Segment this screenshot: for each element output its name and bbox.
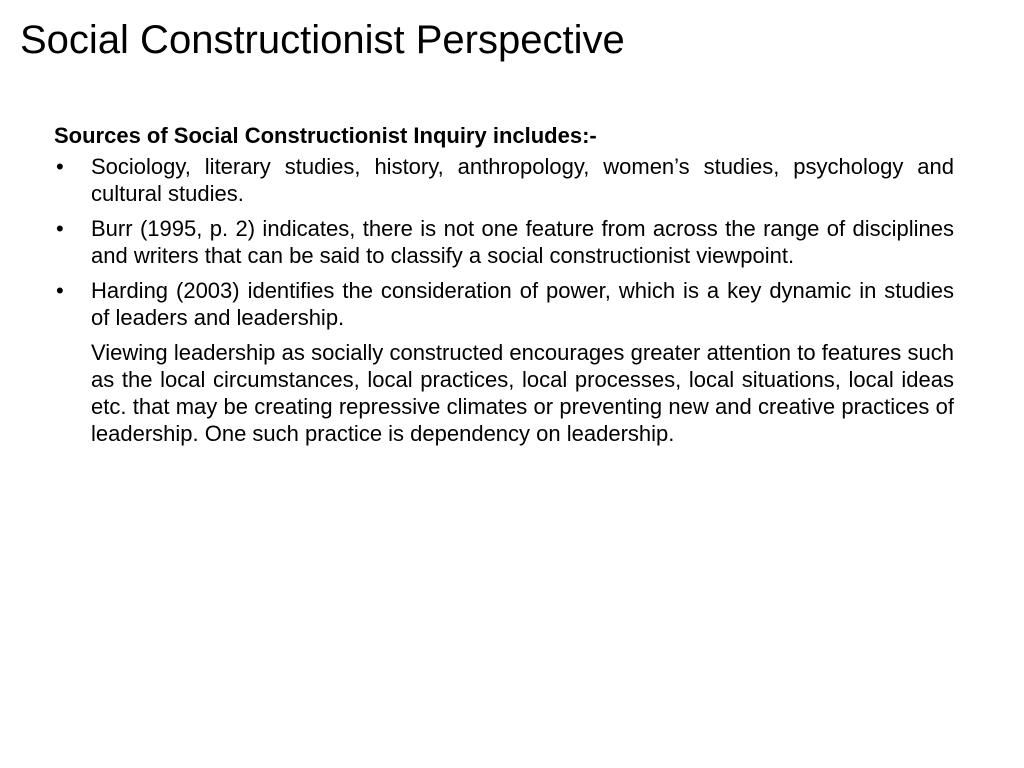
bullet-dot-icon: • bbox=[56, 154, 64, 179]
bullet-item bbox=[54, 277, 954, 331]
bullet-list bbox=[54, 153, 954, 331]
section-heading: Sources of Social Constructionist Inquiry includes:- bbox=[54, 123, 597, 148]
bullet-text: Harding (2003) identifies the consideration of power, which is a key dynamic in studies of leaders and leadership. bbox=[91, 278, 954, 330]
bullet-text: Burr (1995, p. 2) indicates, there is not one feature from across the range of disciplines and writers that can be said to classify a social constructionist viewpoint. bbox=[91, 216, 954, 268]
bullet-text: Sociology, literary studies, history, anthropology, women’s studies, psychology and cultural studies. bbox=[91, 154, 954, 206]
bullet-dot-icon: • bbox=[56, 278, 64, 303]
bullet-item bbox=[54, 153, 954, 207]
bullet-dot-icon: • bbox=[56, 216, 64, 241]
bullet-item bbox=[54, 215, 954, 269]
body-paragraph: Viewing leadership as socially constructed encourages greater attention to features such as the local circumstances, local practices, local processes, local situations, local ideas etc. that may be creating repressive climates or preventing new and creative practices of leadership. One such practice is dependency on leadership. bbox=[91, 340, 954, 446]
slide-title: Social Constructionist Perspective bbox=[20, 18, 625, 62]
slide-content bbox=[54, 122, 954, 447]
